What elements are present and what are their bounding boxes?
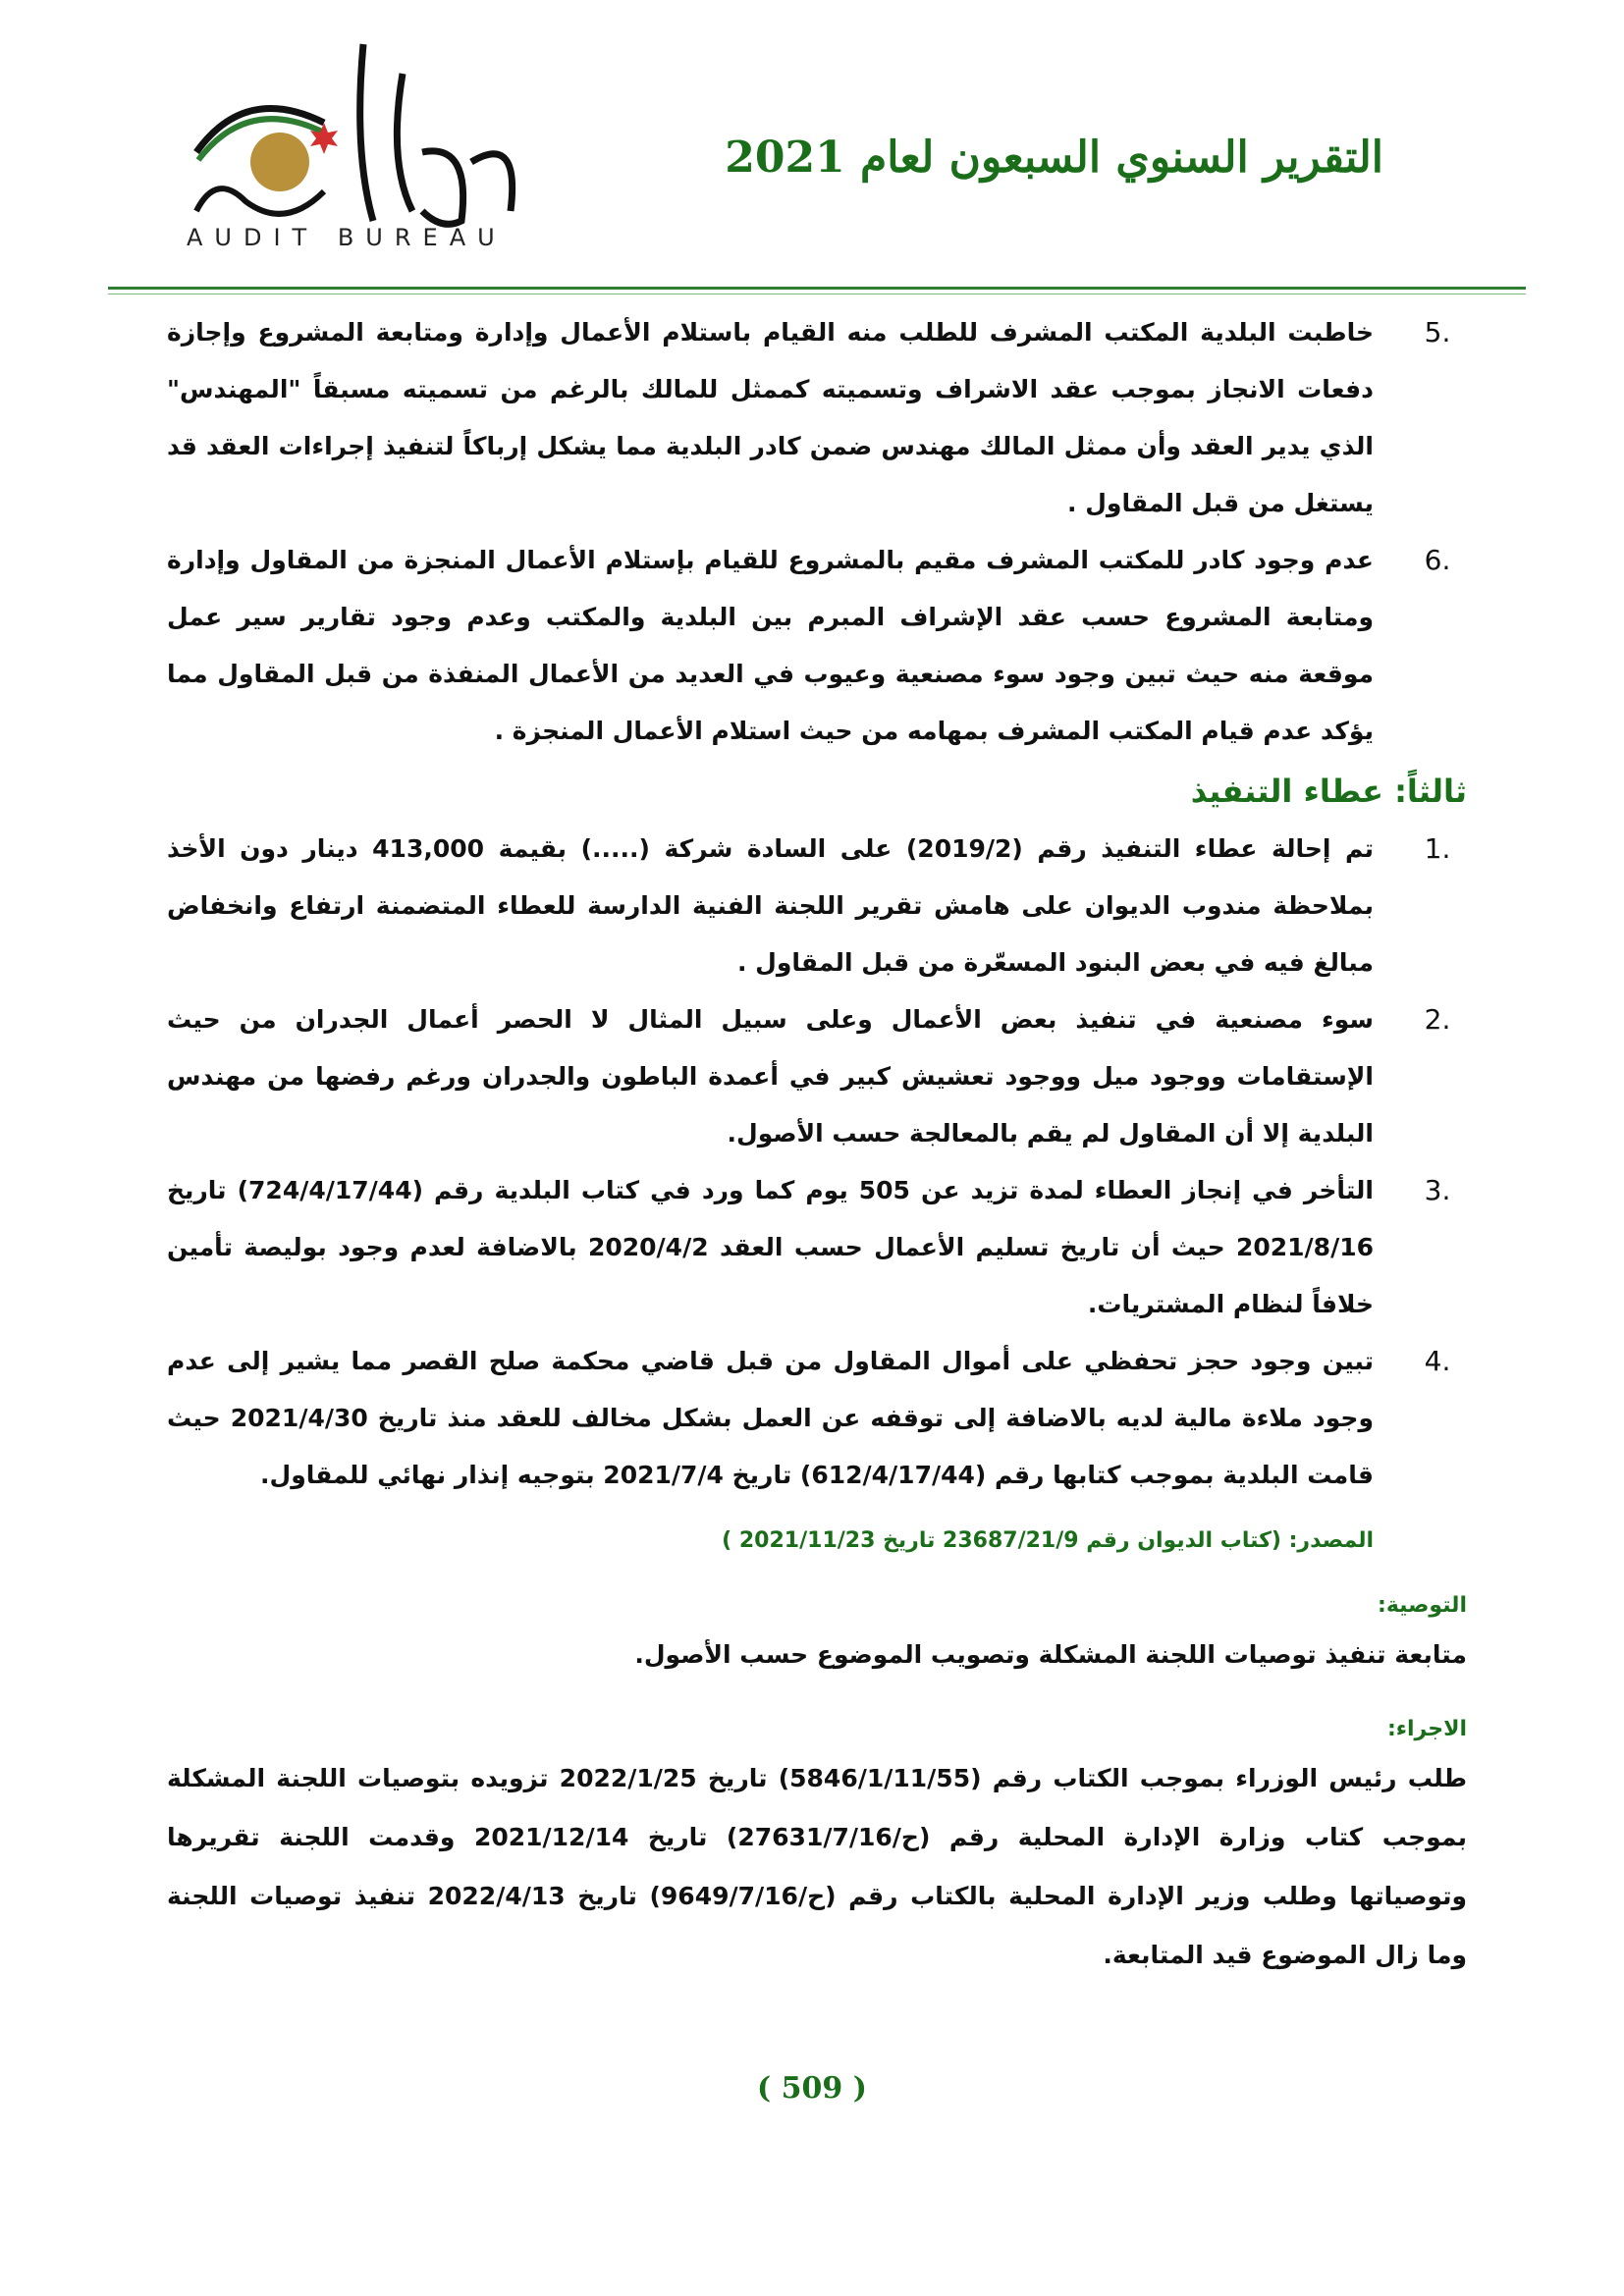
item-number: 3. (1424, 1174, 1451, 1206)
recommendation-text: متابعة تنفيذ توصيات اللجنة المشكلة وتصويب الموضوع حسب الأصول. (634, 1640, 1467, 1669)
action-text: طلب رئيس الوزراء بموجب الكتاب رقم (5846/1/11/55) تاريخ 2022/1/25 تزويده بتوصيات اللجنة المشكلة بموجب كتاب وزارة الإدارة المحلية رقم (ح/27631/7/16) تاريخ 2021/12/14 وقدمت اللجنة تقريرها وتوصياتها وطلب وزير الإدارة المحلية بالكتاب رقم (ح/9649/7/16) تاريخ 2022/4/13 تنفيذ توصيات اللجنة وما زال الموضوع قيد المتابعة. (167, 1764, 1468, 1969)
item-number: 5. (1424, 316, 1451, 348)
item-number: 6. (1424, 544, 1451, 576)
list-item (167, 1162, 1467, 1333)
recommendation-label: التوصية: (1378, 1593, 1467, 1618)
item-text: سوء مصنعية في تنفيذ بعض الأعمال وعلى سبيل المثال لا الحصر أعمال الجدران من حيث الإستقامات ووجود ميل ووجود تعشيش كبير في أعمدة الباطون والجدران ورغم رفضها من مهندس البلدية إلا أن المقاول لم يقم بالمعالجة حسب الأصول. (167, 1005, 1374, 1148)
list-item (167, 991, 1467, 1162)
item-text: عدم وجود كادر للمكتب المشرف مقيم بالمشروع للقيام بإستلام الأعمال المنجزة من المقاول وإدارة ومتابعة المشروع حسب عقد الإشراف المبرم بين البلدية والمكتب وعدم وجود تقارير سير عمل موقعة منه حيث تبين وجود سوء مصنعية وعيوب في العديد من الأعمال المنفذة من قبل المقاول مما يؤكد عدم قيام المكتب المشرف بمهامه من حيث استلام الأعمال المنجزة . (167, 546, 1374, 745)
list-item (167, 532, 1467, 760)
header-divider (108, 287, 1526, 294)
action-label: الاجراء: (1386, 1717, 1467, 1741)
source-citation: المصدر: (كتاب الديوان رقم 23687/21/9 تاريخ 2021/11/23 ) (722, 1528, 1374, 1553)
item-text: تم إحالة عطاء التنفيذ رقم (2019/2) على السادة شركة (.....) بقيمة 413,000 دينار دون الأخذ بملاحظة مندوب الديوان على هامش تقرير اللجنة الفنية الدارسة للعطاء المتضمنة ارتفاع وانخفاض مبالغ فيه في بعض البنود المسعّرة من قبل المقاول . (167, 834, 1374, 977)
item-number: 1. (1424, 832, 1451, 865)
item-number: 4. (1424, 1345, 1451, 1377)
list-item (167, 1333, 1467, 1504)
item-text: خاطبت البلدية المكتب المشرف للطلب منه القيام باستلام الأعمال وإدارة ومتابعة المشروع وإجازة دفعات الانجاز بموجب عقد الاشراف وتسميته كممثل للمالك بالرغم من تسميته مسبقاً "المهندس" الذي يدير العقد وأن ممثل المالك مهندس ضمن كادر البلدية مما يشكل إرباكاً لتنفيذ إجراءات العقد قد يستغل من قبل المقاول . (167, 318, 1374, 517)
report-title: التقرير السنوي السبعون لعام 2021 (725, 133, 1383, 183)
list-item (167, 304, 1467, 532)
section-heading: ثالثاً: عطاء التنفيذ (1190, 773, 1467, 810)
item-text: تبين وجود حجز تحفظي على أموال المقاول من قبل قاضي محكمة صلح القصر مما يشير إلى عدم وجود ملاءة مالية لديه بالاضافة إلى توقفه عن العمل بشكل مخالف للعقد منذ تاريخ 2021/4/30 حيث قامت البلدية بموجب كتابها رقم (612/4/17/44) تاريخ 2021/7/4 بتوجيه إنذار نهائي للمقاول. (167, 1347, 1374, 1489)
logo-caption: AUDIT BUREAU (187, 224, 507, 251)
page-content (167, 304, 1467, 1985)
item-text: التأخر في إنجاز العطاء لمدة تزيد عن 505 يوم كما ورد في كتاب البلدية رقم (724/4/17/44) تاريخ 2021/8/16 حيث أن تاريخ تسليم الأعمال حسب العقد 2020/4/2 بالاضافة لعدم وجود بوليصة تأمين خلافاً لنظام المشتريات. (167, 1176, 1374, 1318)
page-number: ( 509 ) (757, 2071, 867, 2106)
list-item (167, 821, 1467, 991)
item-number: 2. (1424, 1003, 1451, 1036)
